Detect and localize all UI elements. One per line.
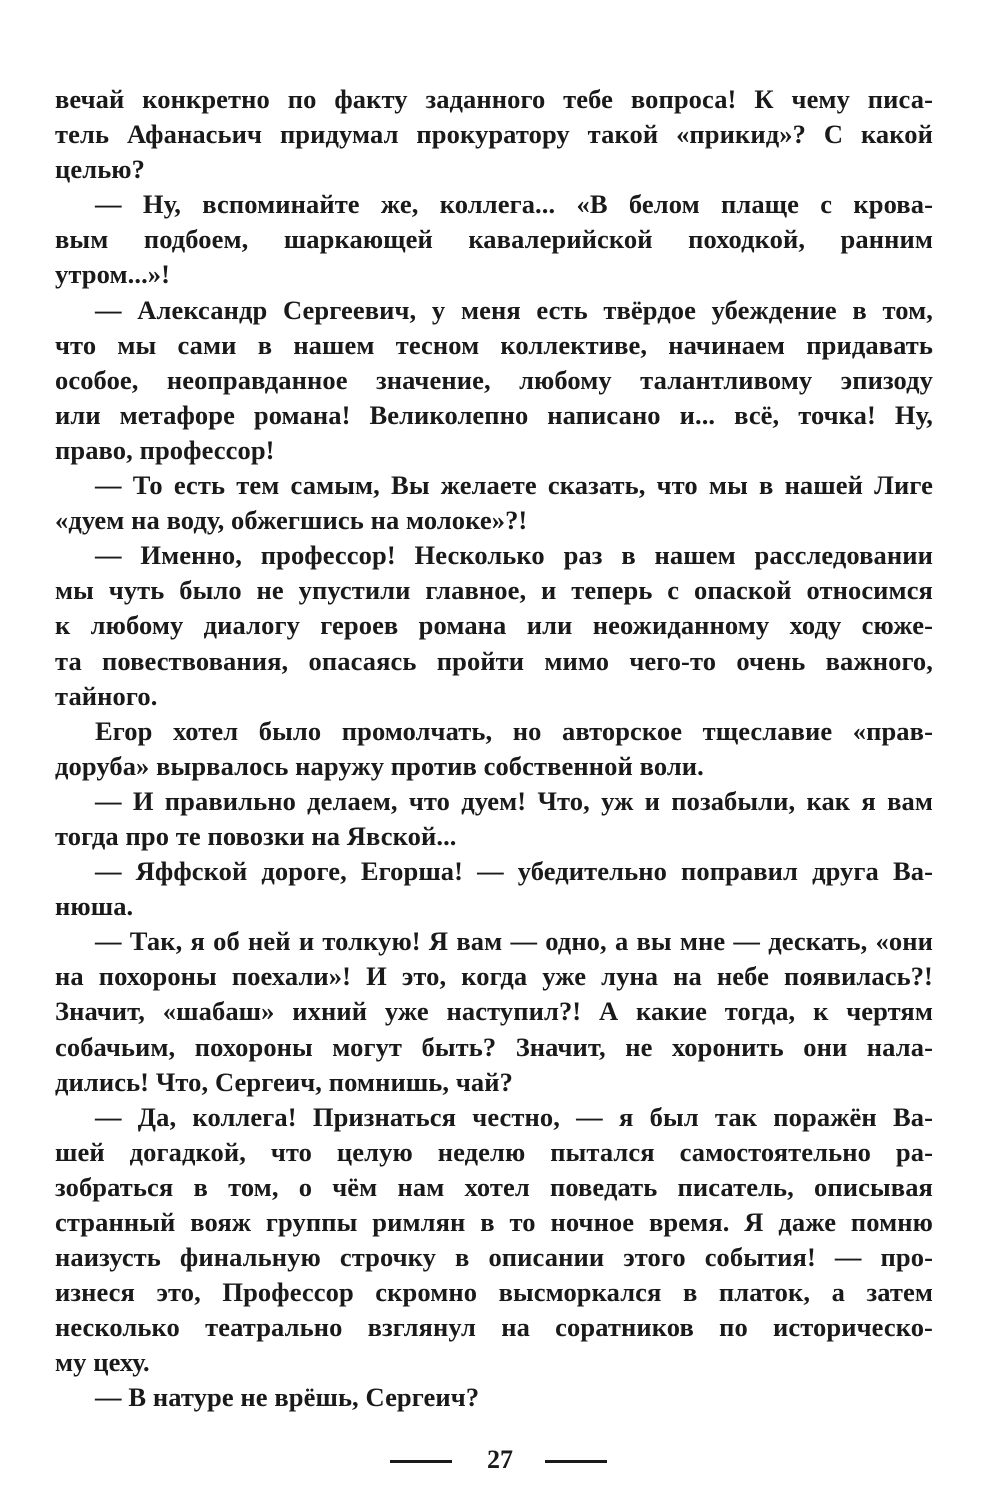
text-line: му цеху. [55,1347,150,1378]
text-line: Егор хотел было промолчать, но авторское тщеславие «прав- [95,715,933,746]
paragraph [55,1380,933,1415]
text-line: вечай конкретно по факту заданного тебе вопроса! К чему писа- [55,84,933,114]
text-line: «дуем на воду, обжегшись на молоке»?! [55,505,528,536]
page-number: 27 [487,1445,513,1474]
text-line: изнеся это, Профессор скромно высморкался в платок, а затем [55,1277,933,1308]
text-line: утром...»! [55,259,171,290]
text-line: целью? [55,154,146,185]
paragraph [55,187,933,292]
text-line: — Яффской дороге, Егорша! — убедительно поправил друга Ва- [95,856,933,887]
page-body-text [55,82,933,1416]
paragraph [55,854,933,924]
page-footer [0,1440,1000,1480]
text-line: тель Афанасьич придумал прокуратору такой «прикид»? С какой [55,119,933,150]
text-line: странный вояж группы римлян в то ночное время. Я даже помню [55,1207,933,1237]
text-line: особое, неоправданное значение, любому талантливому эпизоду [55,364,933,395]
text-line: собачьим, похороны могут быть? Значит, не хоронить они нала- [55,1031,933,1062]
paragraph [55,714,933,784]
text-line: дились! Что, Сергеич, помнишь, чай? [55,1066,513,1097]
text-line: — То есть тем самым, Вы желаете сказать, что мы в нашей Лиге [95,470,933,501]
text-line: к любому диалогу героев романа или неожиданному ходу сюже- [55,610,933,641]
text-line: вым подбоем, шаркающей кавалерийской походкой, ранним [55,224,933,255]
text-line: шей догадкой, что целую неделю пытался самостоятельно ра- [55,1136,933,1167]
paragraph [55,784,933,854]
text-line: — Александр Сергеевич, у меня есть твёрдое убеждение в том, [95,294,933,325]
text-line: — И правильно делаем, что дуем! Что, уж и позабыли, как я вам [95,785,933,816]
paragraph [55,82,933,187]
text-line: что мы сами в нашем тесном коллективе, начинаем придавать [55,329,933,360]
paragraph [55,293,933,468]
text-line: — Да, коллега! Признаться честно, — я был так поражён Ва- [95,1101,933,1132]
text-line: — Ну, вспоминайте же, коллега... «В белом плаще с крова- [95,189,933,220]
text-line: тайного. [55,680,158,711]
text-line: — В натуре не врёшь, Сергеич? [95,1382,480,1413]
text-line: право, профессор! [55,434,275,465]
paragraph [55,468,933,538]
text-line: Значит, «шабаш» ихний уже наступил?! А какие тогда, к чертям [55,996,933,1027]
paragraph [55,1100,933,1381]
text-line: наизусть финальную строчку в описании этого события! — про- [55,1242,933,1273]
footer-dash-right [545,1460,607,1463]
footer-dash-left [390,1460,452,1463]
text-line: несколько театрально взглянул на соратников по историческо- [55,1312,933,1343]
text-line: — Именно, профессор! Несколько раз в нашем расследовании [95,540,933,571]
paragraph [55,538,933,713]
text-line: та повествования, опасаясь пройти мимо чего-то очень важного, [55,645,933,676]
text-line: мы чуть было не упустили главное, и теперь с опаской относимся [55,575,933,606]
text-line: тогда про те повозки на Явской... [55,820,457,851]
text-line: — Так, я об ней и толкую! Я вам — одно, а вы мне — дескать, «они [95,926,933,957]
text-line: нюша. [55,891,134,922]
text-line: на похороны поехали»! И это, когда уже луна на небе появилась?! [55,961,933,992]
text-line: доруба» вырвалось наружу против собственной воли. [55,750,704,781]
paragraph [55,924,933,1099]
text-line: зобраться в том, о чём нам хотел поведать писатель, описывая [55,1171,933,1202]
text-line: или метафоре романа! Великолепно написано и... всё, точка! Ну, [55,399,933,430]
